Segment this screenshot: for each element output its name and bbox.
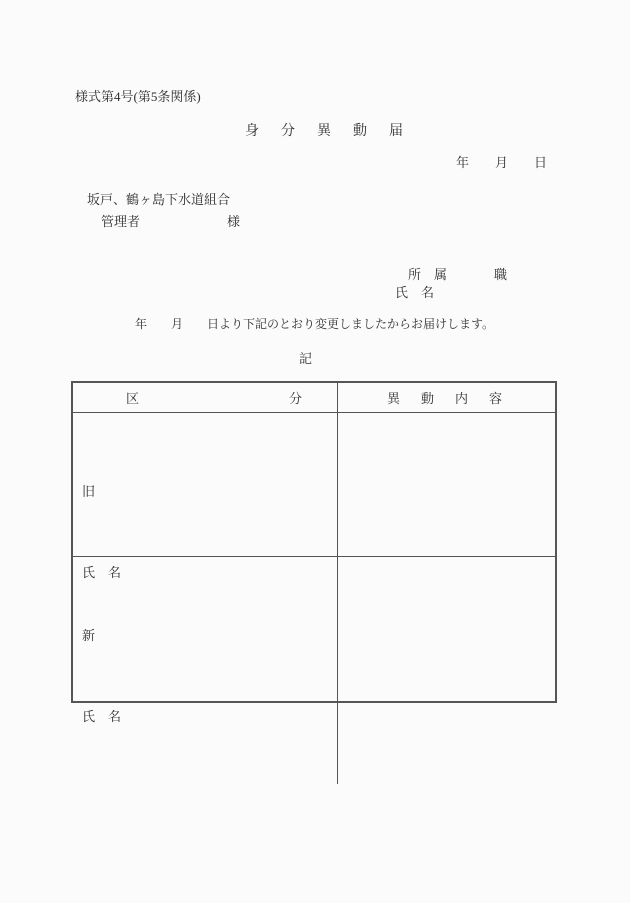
body-sentence: 年 月 日より下記のとおり変更しましたからお届けします。: [135, 317, 495, 331]
new-name-label: 氏 名: [82, 709, 122, 724]
position-label: 職: [494, 267, 508, 282]
table-header-category: [73, 383, 338, 413]
old-name-label: 氏 名: [82, 565, 122, 580]
note-heading: 記: [299, 351, 313, 366]
row-new-content-cell: [338, 557, 555, 784]
row-new-label-cell: [73, 557, 338, 784]
category-header-right: 分: [288, 391, 302, 406]
addressee-honorific: 様: [227, 214, 241, 229]
new-label: 新: [82, 628, 96, 643]
row-old-label-cell: [73, 413, 338, 580]
document-title: 身 分 異 動 届: [245, 124, 407, 139]
row-old-content-cell: [338, 413, 555, 557]
affiliation-label: 所 属: [408, 267, 448, 282]
change-table: [71, 381, 557, 724]
form-number: 様式第4号(第5条関係): [75, 89, 201, 104]
addressee-recipient: 管理者: [101, 214, 141, 229]
old-label: 旧: [82, 484, 96, 499]
sender-name-label: 氏 名: [395, 285, 435, 300]
table-header-content: 異 動 内 容: [338, 383, 555, 413]
addressee-organization: 坂戸、鶴ヶ島下水道組合: [87, 192, 231, 207]
date-line: 年 月 日: [456, 155, 548, 170]
category-header-left: 区: [126, 391, 140, 406]
